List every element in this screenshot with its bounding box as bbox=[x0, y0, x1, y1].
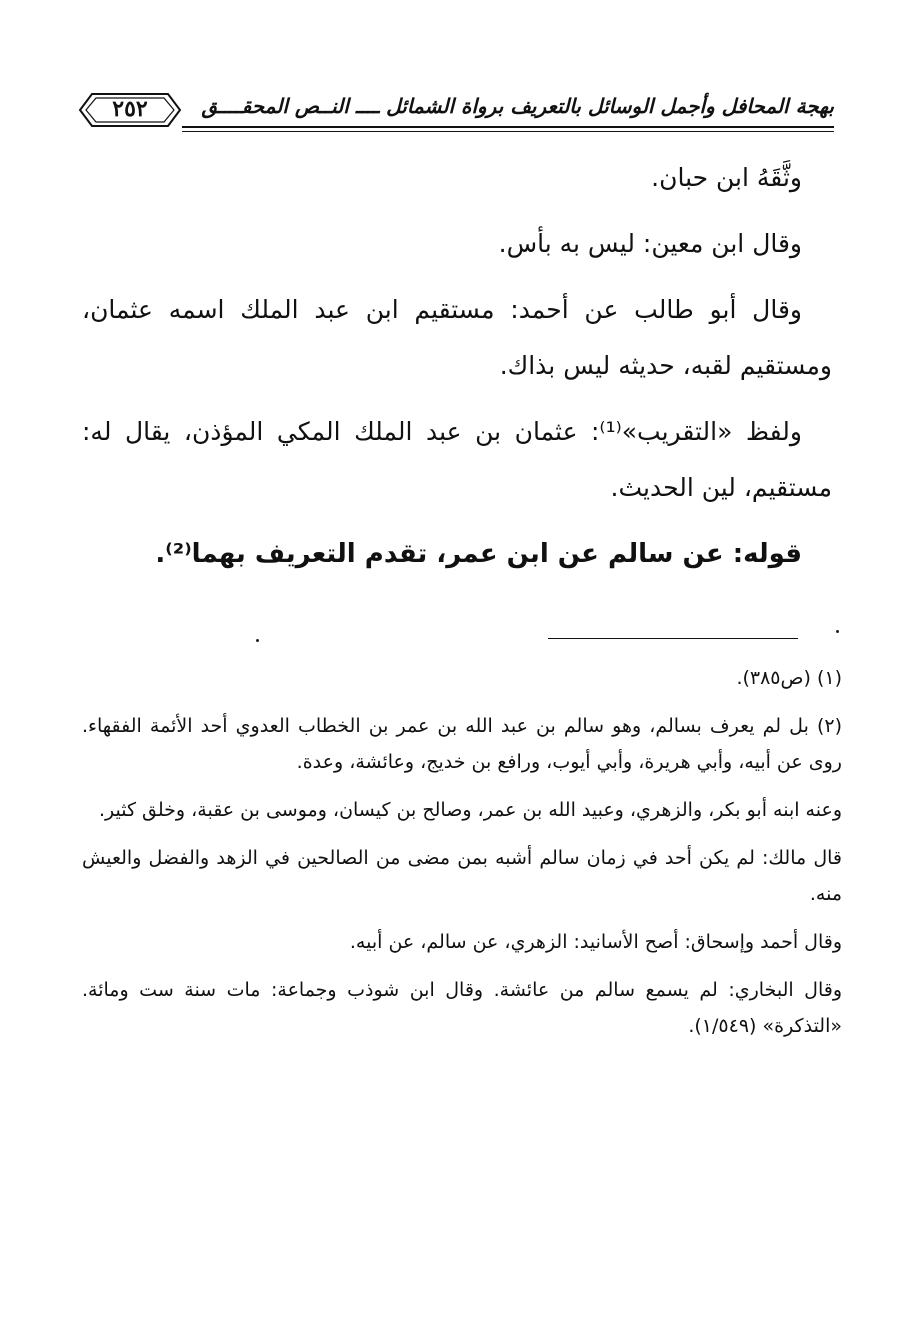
footnote: (٢) بل لم يعرف بسالم، وهو سالم بن عبد الله بن عمر بن الخطاب العدوي أحد الأئمة الفقهاء. روى عن أبيه، وأبي هريرة، وأبي أيوب، ورافع بن خديج، وعائشة، وعدة. bbox=[82, 715, 842, 773]
footnote-continuation: قال مالك: لم يكن أحد في زمان سالم أشبه بمن مضى من الصالحين في الزهد والفضل والعيش منه. bbox=[82, 847, 842, 905]
paragraph: وقال أبو طالب عن أحمد: مستقيم ابن عبد الملك اسمه عثمان، ومستقيم لقبه، حديثه ليس بذاك. bbox=[82, 295, 832, 380]
footnote: (١) (ص٣٨٥). bbox=[736, 667, 842, 689]
speck-mark bbox=[836, 630, 839, 633]
header-rule bbox=[182, 126, 834, 128]
page-number: ٢٥٢ bbox=[112, 96, 148, 122]
paragraph: ولفظ «التقريب»⁽¹⁾: عثمان بن عبد الملك المكي المؤذن، يقال له: مستقيم، لين الحديث. bbox=[82, 417, 832, 502]
footnotes bbox=[82, 660, 842, 1056]
bold-heading-line: قوله: عن سالم عن ابن عمر، تقدم التعريف بهما⁽²⁾. bbox=[155, 539, 802, 569]
paragraph: وثَّقَهُ ابن حبان. bbox=[651, 163, 802, 192]
footnote-continuation: وعنه ابنه أبو بكر، والزهري، وعبيد الله بن عمر، وصالح بن كيسان، وموسى بن عقبة، وخلق كثير. bbox=[98, 799, 842, 821]
footnote-separator bbox=[548, 638, 798, 639]
paragraph: وقال ابن معين: ليس به بأس. bbox=[498, 229, 802, 258]
running-head: بهجة المحافل وأجمل الوسائل بالتعريف برواة الشمائل ــــ النــص المحقــــق bbox=[201, 94, 834, 118]
main-text bbox=[82, 150, 832, 592]
footnote-continuation: وقال البخاري: لم يسمع سالم من عائشة. وقال ابن شوذب وجماعة: مات سنة ست ومائة. «التذكرة» (١/٥٤٩). bbox=[82, 979, 842, 1037]
header-rule-thin bbox=[182, 131, 834, 132]
footnote-continuation: وقال أحمد وإسحاق: أصح الأسانيد: الزهري، عن سالم، عن أبيه. bbox=[349, 931, 842, 953]
page-number-frame bbox=[78, 90, 182, 130]
speck-mark bbox=[256, 639, 259, 642]
